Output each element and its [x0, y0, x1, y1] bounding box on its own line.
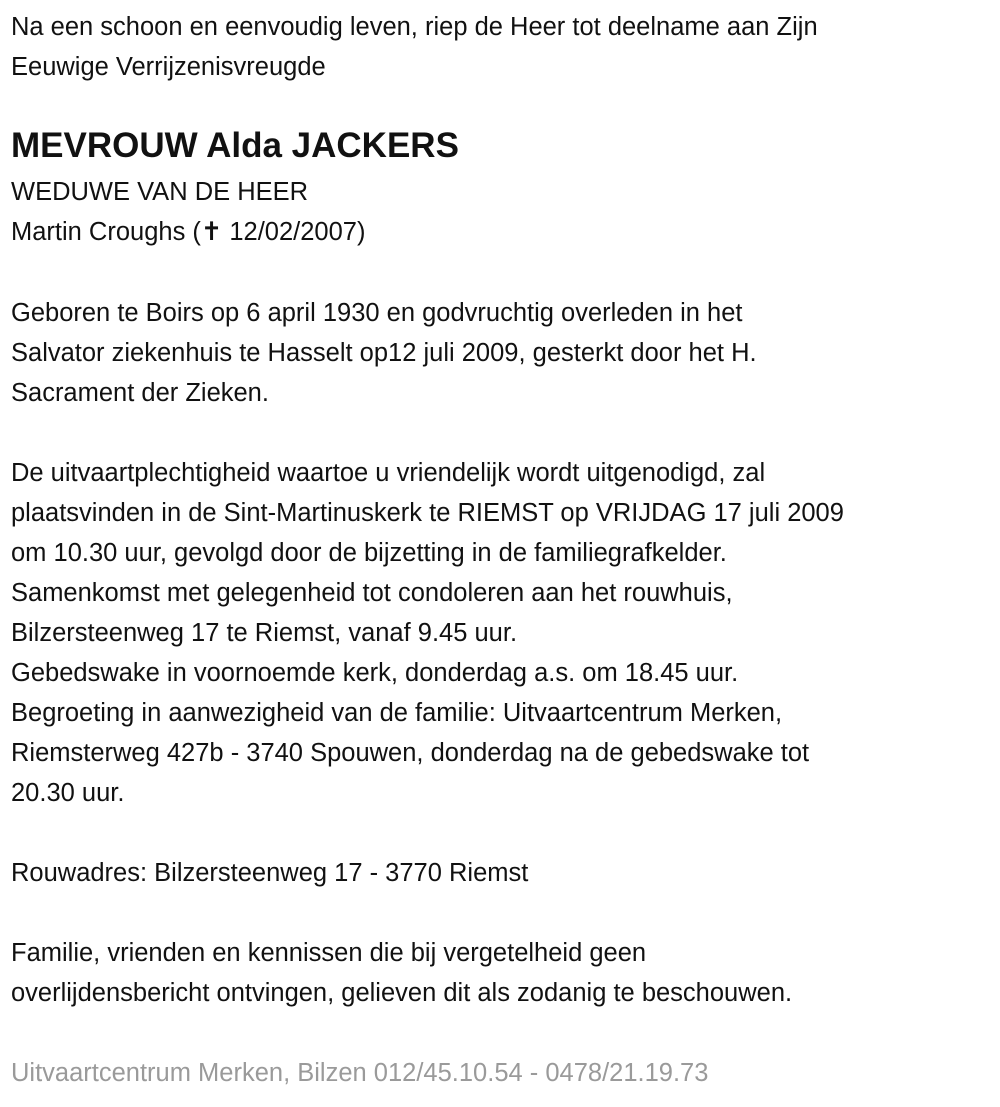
text-line: overlijdensbericht ontvingen, gelieven dit als zodanig te beschouwen. — [11, 979, 793, 1007]
text-line: Familie, vrienden en kennissen die bij vergetelheid geen — [11, 939, 647, 967]
intro-line: Eeuwige Verrijzenisvreugde — [11, 53, 326, 81]
text-line: De uitvaartplechtigheid waartoe u vriendelijk wordt uitgenodigd, zal — [11, 459, 766, 487]
address-paragraph — [11, 853, 1000, 893]
text-line: Sacrament der Zieken. — [11, 379, 269, 407]
text-line: Begroeting in aanwezigheid van de familie: Uitvaartcentrum Merken, — [11, 699, 783, 727]
birth-death-paragraph — [11, 293, 1000, 413]
deceased-name: MEVROUW Alda JACKERS — [11, 126, 459, 165]
intro-paragraph — [11, 7, 1000, 87]
text-line: 20.30 uur. — [11, 779, 125, 807]
text-line: plaatsvinden in de Sint-Martinuskerk te RIEMST op VRIJDAG 17 juli 2009 — [11, 499, 844, 527]
spouse-name: Martin Croughs (✝ 12/02/2007) — [11, 218, 366, 246]
text-line: Bilzersteenweg 17 te Riemst, vanaf 9.45 uur. — [11, 619, 518, 647]
funeral-paragraph — [11, 453, 1000, 813]
widow-of-label: WEDUWE VAN DE HEER — [11, 178, 309, 206]
mourning-address: Rouwadres: Bilzersteenweg 17 - 3770 Riemst — [11, 859, 529, 887]
text-line: Riemsterweg 427b - 3740 Spouwen, donderdag na de gebedswake tot — [11, 739, 810, 767]
deceased-block — [11, 126, 1000, 252]
footer — [11, 1053, 1000, 1093]
notice-paragraph — [11, 933, 1000, 1013]
text-line: Samenkomst met gelegenheid tot condoleren aan het rouwhuis, — [11, 579, 733, 607]
funeral-home-contact: Uitvaartcentrum Merken, Bilzen 012/45.10.54 - 0478/21.19.73 — [11, 1059, 709, 1087]
text-line: Salvator ziekenhuis te Hasselt op12 juli 2009, gesterkt door het H. — [11, 339, 757, 367]
text-line: Geboren te Boirs op 6 april 1930 en godvruchtig overleden in het — [11, 299, 743, 327]
intro-line: Na een schoon en eenvoudig leven, riep de Heer tot deelname aan Zijn — [11, 13, 818, 41]
text-line: Gebedswake in voornoemde kerk, donderdag a.s. om 18.45 uur. — [11, 659, 739, 687]
text-line: om 10.30 uur, gevolgd door de bijzetting in de familiegrafkelder. — [11, 539, 727, 567]
